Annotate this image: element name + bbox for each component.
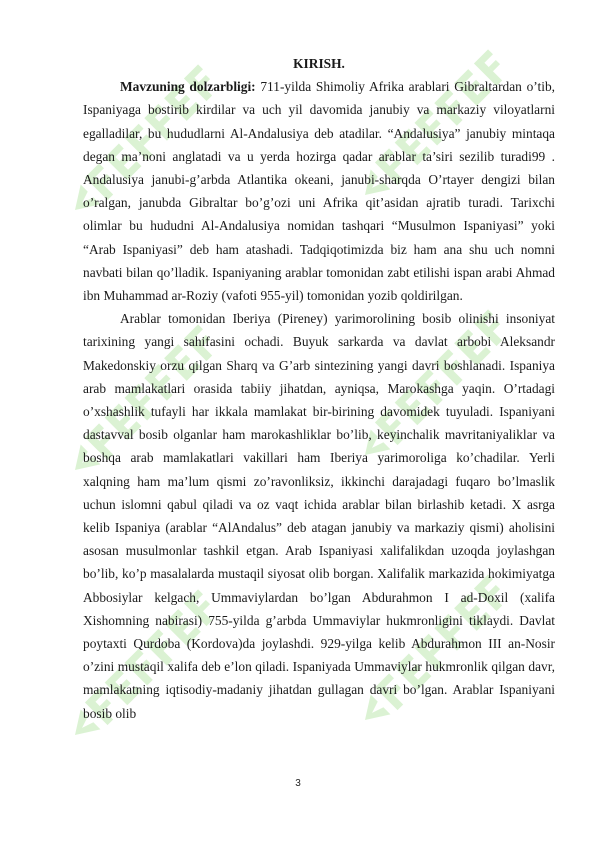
paragraph-1-text: 711-yilda Shimoliy Afrika arablari Gibraltardan o’tib, Ispaniyaga bostirib kirdilar va uch yil davomida janubiy va markaziy viloyatlarni egalladilar, bu hududlarni Al-Andalusiya deb atadilar. “Andalusiya” janubiy mintaqa degan ma’noni anglatadi va u yerda hozirga qadar arablar ta’siri sezilib turadi99 . Andalusiya janubi-g’arbda Atlantika okeani, janubi-sharqda O’rtayer dengizi bilan o’ralgan, janubda Gibraltar bo’g’ozi uni Afrika qit’asidan ajratib turadi. Tarixchi olimlar bu hududni Al-Andalusiya nomidan tashqari “Musulmon Ispaniyasi” yoki “Arab Ispaniyasi” deb ham atashadi. Tadqiqotimizda biz ham ana shu uch nomni navbati bilan qo’lladik. Ispaniyaning arablar tomonidan zabt etilishi ispan arabi Ahmad ibn Muhammad ar-Roziy (vafoti 955-yil) tomonidan yozib qoldirilgan.: [83, 79, 555, 304]
text-column: [83, 52, 555, 725]
page-number: 3: [295, 778, 301, 789]
page-heading: KIRISH.: [293, 56, 345, 71]
paragraph-1: [83, 75, 555, 307]
paragraph-2-text: Arablar tomonidan Iberiya (Pireney) yarimorolining bosib olinishi insoniyat tarixining yangi sahifasini ochadi. Buyuk sarkarda va davlat arbobi Aleksandr Makedonskiy orzu qilgan Sharq va G’arb sintezining yangi davri boshlanadi. Ispaniya arab mamlakatlari orasida tabiiy jihatdan, ayniqsa, Marokashga yaqin. O’rtadagi o’xshashlik tufayli har ikkala mamlakat bir-birining davomidek tuyuladi. Ispaniyani dastavval bosib olganlar ham marokashliklar bo’lib, keyinchalik mavritaniyaliklar va boshqa arab mamlakatlari vakillari ham Iberiya yarimoroliga ko’chadilar. Yerli xalqning ham ma’lum qismi zo’ravonliksiz, ikkinchi darajadagi fuqaro bo’lmaslik uchun islomni qabul qiladi va oz vaqt ichida arablar bilan birlashib ketadi. X asrga kelib Ispaniya (arablar “AlAndalus” deb atagan janubiy va markaziy qismi) aholisini asosan musulmonlar tashkil etgan. Arab Ispaniyasi xalifalikdan uzoqda joylashgan bo’lib, ko’p masalalarda mustaqil siyosat olib borgan. Xalifalik markazida hokimiyatga Abbosiylar kelgach, Ummaviylardan bo’lgan Abdurahmon I ad-Doxil (xalifa Xishomning nabirasi) 755-yilda g’arbda Ummaviylar hukmronligini tiklaydi. Davlat poytaxti Qurdoba (Kordova)da joylashdi. 929-yilga kelib Abdurahmon III an-Nosir o’zini mustaqil xalifa deb e’lon qiladi. Ispaniyada Ummaviylar hukmronlik qilgan davr, mamlakatning iqtisodiy-madaniy jihatdan gullagan davri bo’lgan. Arablar Ispaniyani bosib olib: [83, 311, 555, 721]
paragraph-2: [83, 307, 555, 725]
paragraph-1-lead: Mavzuning dolzarbligi:: [120, 79, 256, 95]
